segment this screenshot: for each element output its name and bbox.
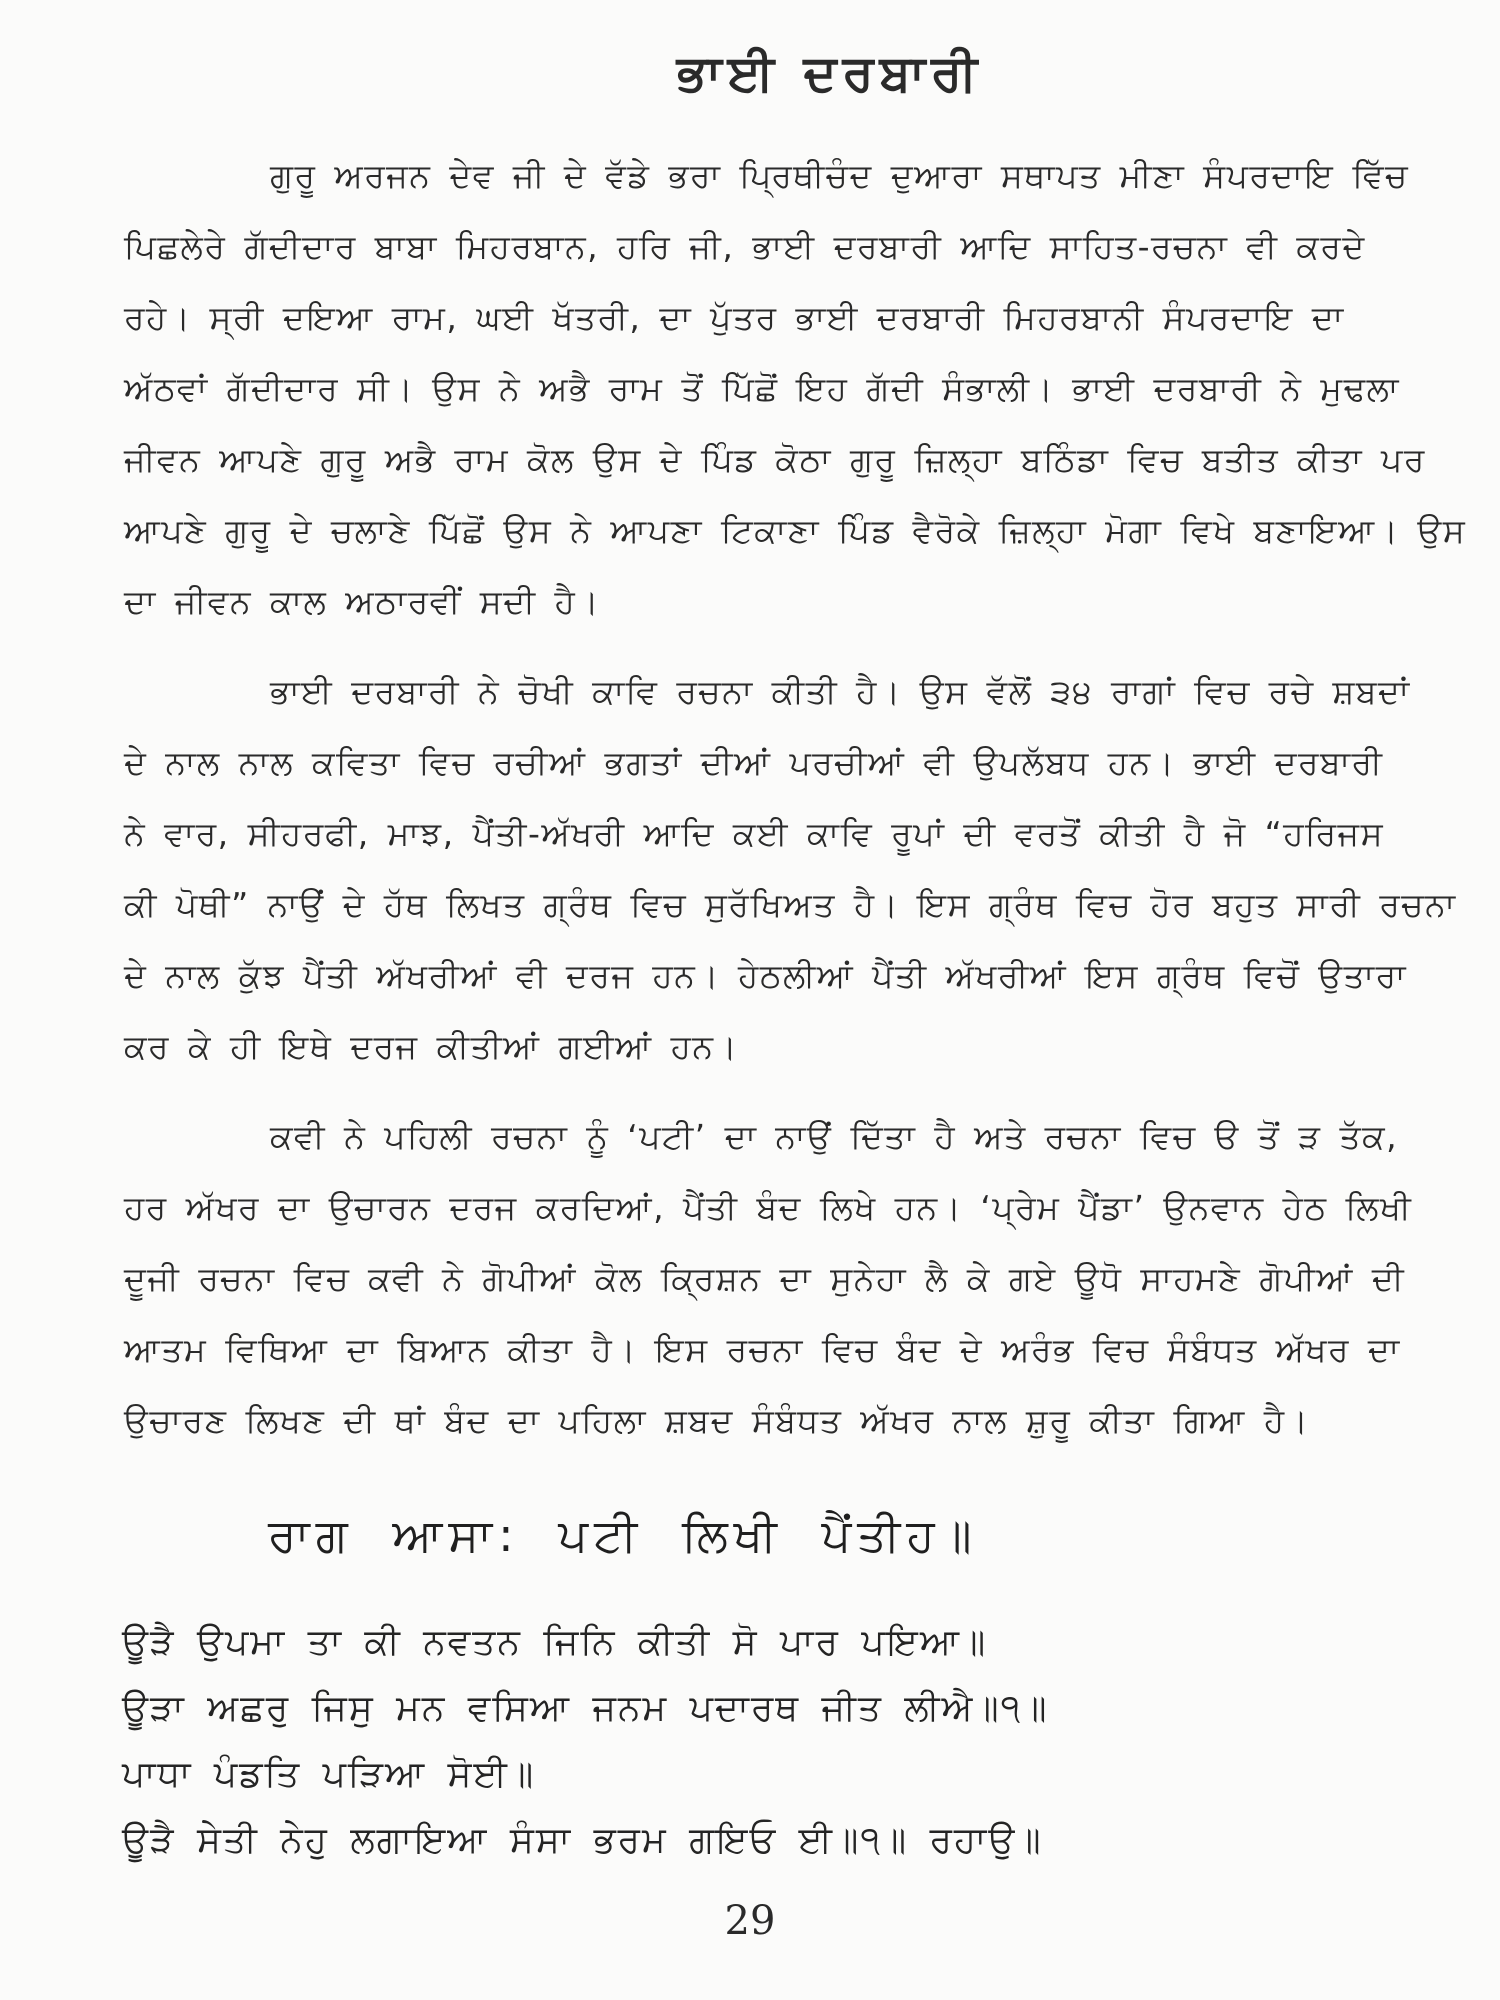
text-line: ਦੂਜੀ ਰਚਨਾ ਵਿਚ ਕਵੀ ਨੇ ਗੋਪੀਆਂ ਕੋਲ ਕ੍ਰਿਸ਼ਨ ਦਾ ਸੁਨੇਹਾ ਲੈ ਕੇ ਗਏ ਊਧੋ ਸਾਹਮਣੇ ਗੋਪੀਆਂ ਦੀ — [124, 1259, 1406, 1298]
text-line: ਦੇ ਨਾਲ ਕੁੱਝ ਪੈਂਤੀ ਅੱਖਰੀਆਂ ਵੀ ਦਰਜ ਹਨ। ਹੇਠਲੀਆਂ ਪੈਂਤੀ ਅੱਖਰੀਆਂ ਇਸ ਗ੍ਰੰਥ ਵਿਚੋਂ ਉਤਾਰਾ — [124, 956, 1408, 995]
text-line: ਕੀ ਪੋਥੀ” ਨਾਉਂ ਦੇ ਹੱਥ ਲਿਖਤ ਗ੍ਰੰਥ ਵਿਚ ਸੁਰੱਖਿਅਤ ਹੈ। ਇਸ ਗ੍ਰੰਥ ਵਿਚ ਹੋਰ ਬਹੁਤ ਸਾਰੀ ਰਚਨਾ — [124, 885, 1457, 924]
text-line: ਪਿਛਲੇਰੇ ਗੱਦੀਦਾਰ ਬਾਬਾ ਮਿਹਰਬਾਨ, ਹਰਿ ਜੀ, ਭਾਈ ਦਰਬਾਰੀ ਆਦਿ ਸਾਹਿਤ-ਰਚਨਾ ਵੀ ਕਰਦੇ — [124, 227, 1366, 266]
text-line: ਆਪਣੇ ਗੁਰੂ ਦੇ ਚਲਾਣੇ ਪਿੱਛੋਂ ਉਸ ਨੇ ਆਪਣਾ ਟਿਕਾਣਾ ਪਿੰਡ ਵੈਰੋਕੇ ਜ਼ਿਲ੍ਹਾ ਮੋਗਾ ਵਿਖੇ ਬਣਾਇਆ। ਉਸ — [124, 511, 1467, 550]
text-line: ਕਵੀ ਨੇ ਪਹਿਲੀ ਰਚਨਾ ਨੂੰ ‘ਪਟੀ’ ਦਾ ਨਾਉਂ ਦਿੱਤਾ ਹੈ ਅਤੇ ਰਚਨਾ ਵਿਚ ੳ ਤੋਂ ੜ ਤੱਕ, — [270, 1117, 1399, 1156]
text-line: ਹਰ ਅੱਖਰ ਦਾ ਉਚਾਰਨ ਦਰਜ ਕਰਦਿਆਂ, ਪੈਂਤੀ ਬੰਦ ਲਿਖੇ ਹਨ। ‘ਪ੍ਰੇਮ ਪੈਂਡਾ’ ਉਨਵਾਨ ਹੇਠ ਲਿਖੀ — [124, 1188, 1413, 1227]
verse-line: ਪਾਧਾ ਪੰਡਤਿ ਪੜਿਆ ਸੋਈ॥ — [122, 1754, 536, 1795]
text-line: ਕਰ ਕੇ ਹੀ ਇਥੇ ਦਰਜ ਕੀਤੀਆਂ ਗਈਆਂ ਹਨ। — [124, 1027, 739, 1066]
text-line: ਉਚਾਰਣ ਲਿਖਣ ਦੀ ਥਾਂ ਬੰਦ ਦਾ ਪਹਿਲਾ ਸ਼ਬਦ ਸੰਬੰਧਤ ਅੱਖਰ ਨਾਲ ਸ਼ੁਰੂ ਕੀਤਾ ਗਿਆ ਹੈ। — [124, 1401, 1310, 1440]
text-line: ਦਾ ਜੀਵਨ ਕਾਲ ਅਠਾਰਵੀਂ ਸਦੀ ਹੈ। — [124, 582, 601, 621]
text-line: ਜੀਵਨ ਆਪਣੇ ਗੁਰੂ ਅਭੈ ਰਾਮ ਕੋਲ ਉਸ ਦੇ ਪਿੰਡ ਕੋਠਾ ਗੁਰੂ ਜ਼ਿਲ੍ਹਾ ਬਠਿੰਡਾ ਵਿਚ ਬਤੀਤ ਕੀਤਾ ਪਰ — [124, 440, 1426, 479]
verse-heading: ਰਾਗ ਆਸਾ: ਪਟੀ ਲਿਖੀ ਪੈਂਤੀਹ॥ — [268, 1508, 978, 1562]
body-text — [124, 140, 1467, 1475]
text-line: ਅੱਠਵਾਂ ਗੱਦੀਦਾਰ ਸੀ। ਉਸ ਨੇ ਅਭੈ ਰਾਮ ਤੋਂ ਪਿੱਛੋਂ ਇਹ ਗੱਦੀ ਸੰਭਾਲੀ। ਭਾਈ ਦਰਬਾਰੀ ਨੇ ਮੁਢਲਾ — [124, 369, 1400, 408]
paragraph-1 — [124, 140, 1467, 637]
text-line: ਗੁਰੂ ਅਰਜਨ ਦੇਵ ਜੀ ਦੇ ਵੱਡੇ ਭਰਾ ਪ੍ਰਿਥੀਚੰਦ ਦੁਆਰਾ ਸਥਾਪਤ ਮੀਣਾ ਸੰਪਰਦਾਇ ਵਿੱਚ — [270, 156, 1409, 195]
page-title-text: ਭਾਈ ਦਰਬਾਰੀ — [676, 44, 984, 102]
page-number: 29 — [724, 1898, 776, 1944]
verse-line: ਊੜੈ ਸੇਤੀ ਨੇਹੁ ਲਗਾਇਆ ਸੰਸਾ ਭਰਮ ਗਇਓ ਈ॥੧॥ ਰਹਾਉ॥ — [122, 1820, 1043, 1861]
verse-line: ਊੜੈ ਉਪਮਾ ਤਾ ਕੀ ਨਵਤਨ ਜਿਨਿ ਕੀਤੀ ਸੋ ਪਾਰ ਪਇਆ॥ — [122, 1622, 988, 1663]
text-line: ਰਹੇ। ਸ੍ਰੀ ਦਇਆ ਰਾਮ, ਘਈ ਖੱਤਰੀ, ਦਾ ਪੁੱਤਰ ਭਾਈ ਦਰਬਾਰੀ ਮਿਹਰਬਾਨੀ ਸੰਪਰਦਾਇ ਦਾ — [124, 298, 1345, 337]
text-line: ਭਾਈ ਦਰਬਾਰੀ ਨੇ ਚੋਖੀ ਕਾਵਿ ਰਚਨਾ ਕੀਤੀ ਹੈ। ਉਸ ਵੱਲੋਂ ੩੪ ਰਾਗਾਂ ਵਿਚ ਰਚੇ ਸ਼ਬਦਾਂ — [270, 672, 1411, 711]
paragraph-2 — [124, 656, 1457, 1082]
paragraph-3 — [124, 1101, 1413, 1456]
verse-line: ਊੜਾ ਅਛਰੁ ਜਿਸੁ ਮਨ ਵਸਿਆ ਜਨਮ ਪਦਾਰਥ ਜੀਤ ਲੀਐ॥੧॥ — [122, 1688, 1049, 1729]
text-line: ਆਤਮ ਵਿਥਿਆ ਦਾ ਬਿਆਨ ਕੀਤਾ ਹੈ। ਇਸ ਰਚਨਾ ਵਿਚ ਬੰਦ ਦੇ ਅਰੰਭ ਵਿਚ ਸੰਬੰਧਤ ਅੱਖਰ ਦਾ — [124, 1330, 1401, 1369]
text-line: ਦੇ ਨਾਲ ਨਾਲ ਕਵਿਤਾ ਵਿਚ ਰਚੀਆਂ ਭਗਤਾਂ ਦੀਆਂ ਪਰਚੀਆਂ ਵੀ ਉਪਲੱਬਧ ਹਨ। ਭਾਈ ਦਰਬਾਰੀ — [124, 743, 1384, 782]
text-line: ਨੇ ਵਾਰ, ਸੀਹਰਫੀ, ਮਾਝ, ਪੈਂਤੀ-ਅੱਖਰੀ ਆਦਿ ਕਈ ਕਾਵਿ ਰੂਪਾਂ ਦੀ ਵਰਤੋਂ ਕੀਤੀ ਹੈ ਜੋ “ਹਰਿਜਸ — [124, 814, 1385, 853]
verse-block — [122, 1610, 1048, 1874]
page-title — [0, 44, 1500, 103]
